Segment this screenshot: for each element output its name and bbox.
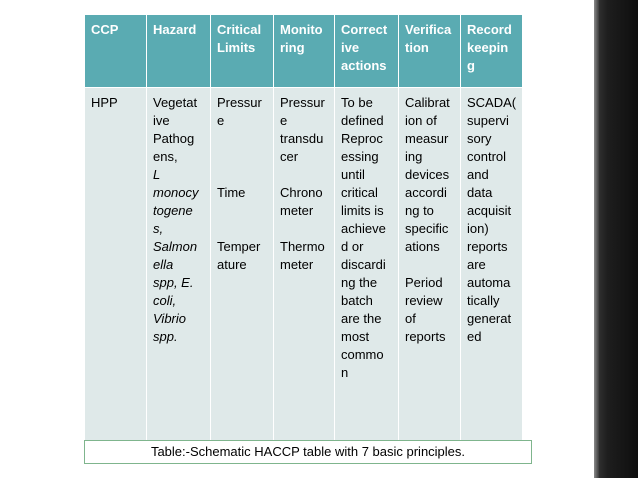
cell-line: Reproc bbox=[341, 131, 383, 146]
cell-line: Temper bbox=[217, 239, 261, 254]
cell-line: most bbox=[341, 329, 370, 344]
cell-line: togene bbox=[153, 203, 193, 218]
cell-line: ing bbox=[405, 149, 423, 164]
cell-line: e bbox=[280, 113, 288, 128]
cell-line: To be bbox=[341, 95, 373, 110]
cell-line: accordi bbox=[405, 185, 447, 200]
cell-line: essing bbox=[341, 149, 379, 164]
cell-line: d or bbox=[341, 239, 364, 254]
cell-line: actions bbox=[341, 58, 387, 73]
cell-line: L bbox=[153, 167, 161, 182]
cell-line: ations bbox=[405, 239, 440, 254]
cell-line: ng the bbox=[341, 275, 378, 290]
cell-line: ion of bbox=[405, 113, 437, 128]
cell-line: SCADA( bbox=[467, 95, 517, 110]
cell-line: transdu bbox=[280, 131, 324, 146]
header-ccp bbox=[85, 15, 147, 88]
cell-line: are the bbox=[341, 311, 382, 326]
cell-line: g bbox=[467, 58, 475, 73]
cell-line: supervi bbox=[467, 113, 509, 128]
cell-line: Vegetat bbox=[153, 95, 198, 110]
cell-line: achieve bbox=[341, 221, 386, 236]
cell-line: automa bbox=[467, 275, 511, 290]
cell-line: critical bbox=[341, 185, 378, 200]
cell-hazard bbox=[147, 88, 211, 448]
cell-line: ion) bbox=[467, 221, 489, 236]
cell-line: s, bbox=[153, 221, 164, 236]
cell-line: sory bbox=[467, 131, 492, 146]
cell-line: specific bbox=[405, 221, 449, 236]
cell-line: until bbox=[341, 167, 365, 182]
cell-line bbox=[217, 148, 267, 166]
cell-monitoring bbox=[274, 88, 335, 448]
cell-record-keeping bbox=[461, 88, 523, 448]
header-critical-limits bbox=[211, 15, 274, 88]
cell-line: ens, bbox=[153, 149, 178, 164]
cell-line: ed bbox=[467, 329, 482, 344]
cell-line: cer bbox=[280, 149, 299, 164]
cell-line: keepin bbox=[467, 40, 509, 55]
cell-line: tion bbox=[405, 40, 429, 55]
cell-line: defined bbox=[341, 113, 384, 128]
cell-line: and bbox=[467, 167, 489, 182]
haccp-table bbox=[84, 14, 523, 448]
cell-verification bbox=[399, 88, 461, 448]
cell-line: HPP bbox=[91, 95, 118, 110]
cell-line: generat bbox=[467, 311, 512, 326]
cell-line: Correct bbox=[341, 22, 388, 37]
cell-line: e bbox=[217, 113, 225, 128]
cell-line: Vibrio bbox=[153, 311, 187, 326]
cell-line: reports bbox=[405, 329, 446, 344]
cell-line: Time bbox=[217, 185, 246, 200]
cell-line: spp, E. bbox=[153, 275, 194, 290]
header-hazard bbox=[147, 15, 211, 88]
cell-line: measur bbox=[405, 131, 449, 146]
cell-line: limits is bbox=[341, 203, 384, 218]
cell-line: tically bbox=[467, 293, 500, 308]
cell-line: Calibrat bbox=[405, 95, 450, 110]
cell-line: Record bbox=[467, 22, 512, 37]
cell-line bbox=[217, 130, 267, 148]
cell-line: ring bbox=[280, 40, 305, 55]
cell-line: Pathog bbox=[153, 131, 195, 146]
cell-line: data bbox=[467, 185, 493, 200]
cell-line: of bbox=[405, 311, 416, 326]
cell-line: ature bbox=[217, 257, 247, 272]
cell-line: review bbox=[405, 293, 443, 308]
cell-line: Limits bbox=[217, 40, 256, 55]
cell-line: batch bbox=[341, 293, 373, 308]
cell-line: Pressur bbox=[217, 95, 262, 110]
cell-line: n bbox=[341, 365, 349, 380]
header-monitoring bbox=[274, 15, 335, 88]
cell-ccp bbox=[85, 88, 147, 448]
cell-line: commo bbox=[341, 347, 384, 362]
cell-line: are bbox=[467, 257, 486, 272]
cell-line bbox=[217, 166, 267, 184]
cell-line: acquisit bbox=[467, 203, 512, 218]
cell-line bbox=[280, 166, 328, 184]
cell-line: control bbox=[467, 149, 507, 164]
cell-line: devices bbox=[405, 167, 450, 182]
cell-line: monocy bbox=[153, 185, 199, 200]
table-caption: Table:-Schematic HACCP table with 7 basic principles. bbox=[84, 440, 532, 464]
cell-line: meter bbox=[280, 203, 314, 218]
cell-line: Salmon bbox=[153, 239, 198, 254]
cell-line: spp. bbox=[153, 329, 178, 344]
cell-line: reports bbox=[467, 239, 508, 254]
cell-line bbox=[405, 256, 454, 274]
cell-line: ng to bbox=[405, 203, 434, 218]
header-record-keeping bbox=[461, 15, 523, 88]
cell-line: Verifica bbox=[405, 22, 452, 37]
header-row bbox=[85, 15, 523, 88]
cell-line: CCP bbox=[91, 22, 119, 37]
table-row bbox=[85, 88, 523, 448]
cell-corrective-actions bbox=[335, 88, 399, 448]
cell-line: ive bbox=[153, 113, 170, 128]
cell-line: Monito bbox=[280, 22, 323, 37]
cell-line: ella bbox=[153, 257, 174, 272]
cell-line: meter bbox=[280, 257, 314, 272]
border-edge bbox=[594, 0, 599, 478]
cell-line: coli, bbox=[153, 293, 177, 308]
cell-line: Hazard bbox=[153, 22, 197, 37]
cell-line: ive bbox=[341, 40, 360, 55]
cell-line: Period bbox=[405, 275, 443, 290]
cell-line bbox=[217, 220, 267, 238]
cell-critical-limits bbox=[211, 88, 274, 448]
cell-line: Chrono bbox=[280, 185, 323, 200]
cell-line bbox=[217, 202, 267, 220]
slide-right-border bbox=[594, 0, 638, 478]
header-corrective-actions bbox=[335, 15, 399, 88]
cell-line: Critical bbox=[217, 22, 262, 37]
header-verification bbox=[399, 15, 461, 88]
cell-line: discardi bbox=[341, 257, 386, 272]
cell-line: Pressur bbox=[280, 95, 325, 110]
cell-line: Thermo bbox=[280, 239, 325, 254]
cell-line bbox=[280, 220, 328, 238]
